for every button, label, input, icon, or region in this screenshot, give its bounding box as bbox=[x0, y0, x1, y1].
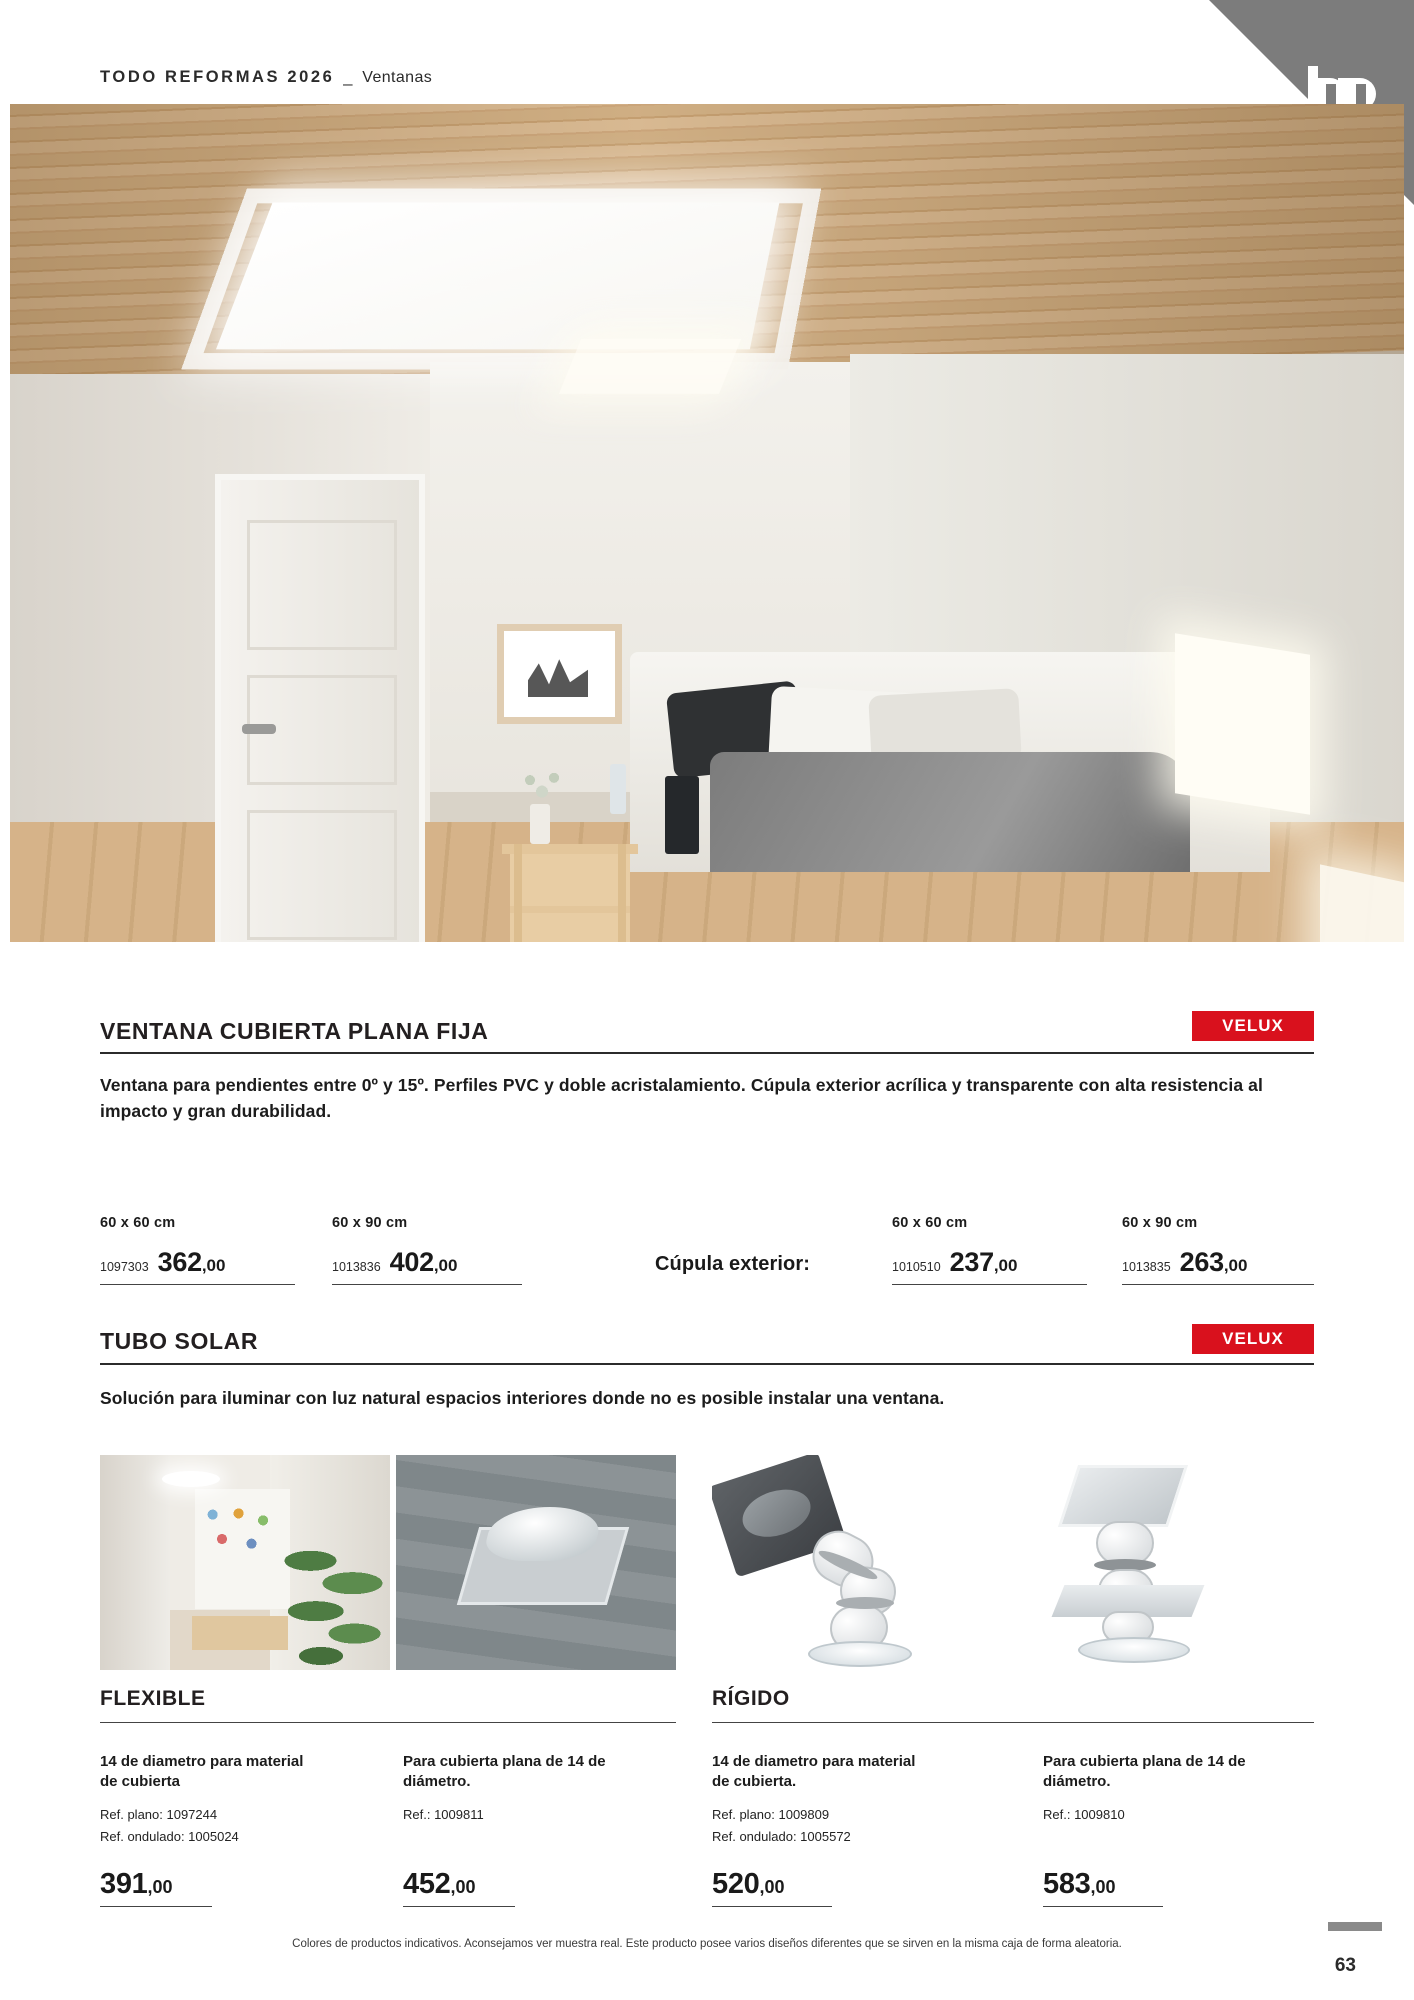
price-integer: 237 bbox=[949, 1247, 994, 1277]
price-item bbox=[332, 1247, 457, 1278]
flexible-solar-tube-product bbox=[712, 1455, 1002, 1670]
divider bbox=[712, 1722, 1314, 1723]
product-desc: 14 de diametro para material de cubierta. bbox=[712, 1753, 916, 1791]
velux-badge: VELUX bbox=[1192, 1324, 1314, 1354]
price-decimal: ,00 bbox=[759, 1877, 785, 1897]
wall-picture-frame bbox=[497, 624, 622, 724]
price-underline bbox=[332, 1284, 522, 1285]
roof-surface bbox=[396, 1455, 676, 1670]
price-underline bbox=[892, 1284, 1087, 1285]
size-label: 60 x 90 cm bbox=[1122, 1215, 1198, 1231]
section-title-ventana: VENTANA CUBIERTA PLANA FIJA bbox=[100, 1018, 489, 1044]
product-ref: Ref.: 1009810 bbox=[1043, 1807, 1125, 1822]
price-decimal: ,00 bbox=[201, 1256, 226, 1275]
price-integer: 391 bbox=[100, 1868, 148, 1900]
header-section: Ventanas bbox=[362, 69, 433, 86]
corridor-daylight-photo bbox=[100, 1455, 390, 1670]
bottle bbox=[610, 764, 626, 814]
section-description-tubo: Solución para iluminar con luz natural espacios interiores donde no es posible instalar una ventana. bbox=[100, 1388, 945, 1408]
section-description-ventana: Ventana para pendientes entre 0º y 15º. Perfiles PVC y doble acristalamiento. Cúpula exterior acrílica y transparente con alta resistencia al impacto y gran durabilidad. bbox=[100, 1075, 1263, 1122]
price-item bbox=[100, 1247, 225, 1278]
sun-patch bbox=[559, 339, 741, 394]
price-integer: 583 bbox=[1043, 1868, 1091, 1900]
price-underline bbox=[1043, 1906, 1163, 1907]
product-ref: 1010510 bbox=[892, 1260, 941, 1274]
price-item bbox=[1043, 1868, 1116, 1901]
door-panel bbox=[247, 810, 397, 940]
price-decimal: ,00 bbox=[433, 1256, 458, 1275]
dome-glass bbox=[736, 1481, 816, 1544]
price-item bbox=[100, 1868, 173, 1901]
size-label: 60 x 60 cm bbox=[100, 1215, 176, 1231]
group-title-rigido: RÍGIDO bbox=[712, 1687, 790, 1710]
product-ref: Ref. plano: 1097244 bbox=[100, 1807, 218, 1822]
section-title-tubo: TUBO SOLAR bbox=[100, 1328, 259, 1354]
vase bbox=[530, 804, 550, 844]
corridor-scene bbox=[100, 1455, 390, 1670]
flat-roof-dome bbox=[1058, 1465, 1188, 1527]
price-integer: 362 bbox=[157, 1247, 202, 1277]
price-decimal: ,00 bbox=[993, 1256, 1018, 1275]
door-panel bbox=[247, 520, 397, 650]
size-label: 60 x 90 cm bbox=[332, 1215, 408, 1231]
price-underline bbox=[403, 1906, 515, 1907]
door bbox=[215, 474, 425, 942]
product-ref: 1013836 bbox=[332, 1260, 381, 1274]
product-ref: Ref. ondulado: 1005024 bbox=[100, 1829, 239, 1844]
plant-leaves bbox=[279, 1530, 384, 1670]
flat-roof-dome-photo bbox=[396, 1455, 676, 1670]
door-handle bbox=[242, 724, 276, 734]
skylight-glass bbox=[216, 202, 779, 349]
corridor-wall-left bbox=[100, 1455, 170, 1670]
product-ref: 1013835 bbox=[1122, 1260, 1171, 1274]
price-underline bbox=[100, 1906, 212, 1907]
price-decimal: ,00 bbox=[147, 1877, 173, 1897]
side-table bbox=[510, 844, 630, 942]
product-desc: 14 de diametro para material de cubierta bbox=[100, 1753, 304, 1791]
velux-badge: VELUX bbox=[1192, 1011, 1314, 1041]
page-header bbox=[100, 68, 432, 87]
price-underline bbox=[712, 1906, 832, 1907]
ceiling-diffuser bbox=[1078, 1637, 1190, 1663]
cupula-label: Cúpula exterior: bbox=[655, 1253, 810, 1275]
price-decimal: ,00 bbox=[1223, 1256, 1248, 1275]
price-integer: 452 bbox=[403, 1868, 451, 1900]
size-label: 60 x 60 cm bbox=[892, 1215, 968, 1231]
price-item bbox=[403, 1868, 476, 1901]
product-ref: 1097303 bbox=[100, 1260, 149, 1274]
duct-ring bbox=[836, 1597, 894, 1609]
rigid-solar-tube-product bbox=[1010, 1455, 1300, 1670]
product-ref: Ref. plano: 1009809 bbox=[712, 1807, 830, 1822]
page-number: 63 bbox=[1334, 1955, 1356, 1976]
price-underline bbox=[100, 1284, 295, 1285]
price-integer: 263 bbox=[1179, 1247, 1224, 1277]
bench bbox=[192, 1616, 288, 1650]
hero-bedroom-photo bbox=[10, 104, 1404, 942]
solar-tube-diffuser-ceiling bbox=[162, 1471, 220, 1487]
product-desc: Para cubierta plana de 14 de diámetro. bbox=[403, 1753, 606, 1791]
divider bbox=[100, 1052, 1314, 1054]
price-item bbox=[1122, 1247, 1247, 1278]
speaker bbox=[665, 776, 699, 854]
price-decimal: ,00 bbox=[450, 1877, 476, 1897]
header-separator: _ bbox=[343, 68, 354, 86]
price-item bbox=[712, 1868, 785, 1901]
divider bbox=[100, 1363, 1314, 1365]
divider bbox=[100, 1722, 676, 1723]
product-ref: Ref.: 1009811 bbox=[403, 1807, 484, 1822]
blanket bbox=[710, 752, 1190, 872]
price-decimal: ,00 bbox=[1090, 1877, 1116, 1897]
table-leg bbox=[618, 844, 626, 942]
price-underline bbox=[1122, 1284, 1314, 1285]
table-leg bbox=[514, 844, 522, 942]
product-ref: Ref. ondulado: 1005572 bbox=[712, 1829, 851, 1844]
product-desc: Para cubierta plana de 14 de diámetro. bbox=[1043, 1753, 1246, 1791]
price-item bbox=[892, 1247, 1017, 1278]
group-title-flexible: FLEXIBLE bbox=[100, 1687, 206, 1710]
artwork bbox=[528, 655, 588, 697]
price-integer: 402 bbox=[389, 1247, 434, 1277]
table-shelf bbox=[510, 906, 630, 913]
ceiling-diffuser bbox=[808, 1641, 912, 1667]
page-tab bbox=[1328, 1922, 1382, 1931]
sun-patch bbox=[1175, 633, 1310, 814]
footnote: Colores de productos indicativos. Aconsejamos ver muestra real. Este producto posee varios diseños diferentes que se sirven en la misma caja de forma aleatoria. bbox=[292, 1938, 1122, 1950]
price-integer: 520 bbox=[712, 1868, 760, 1900]
catalog-brand: TODO REFORMAS 2026 bbox=[100, 68, 335, 86]
wall-decor bbox=[204, 1503, 276, 1561]
